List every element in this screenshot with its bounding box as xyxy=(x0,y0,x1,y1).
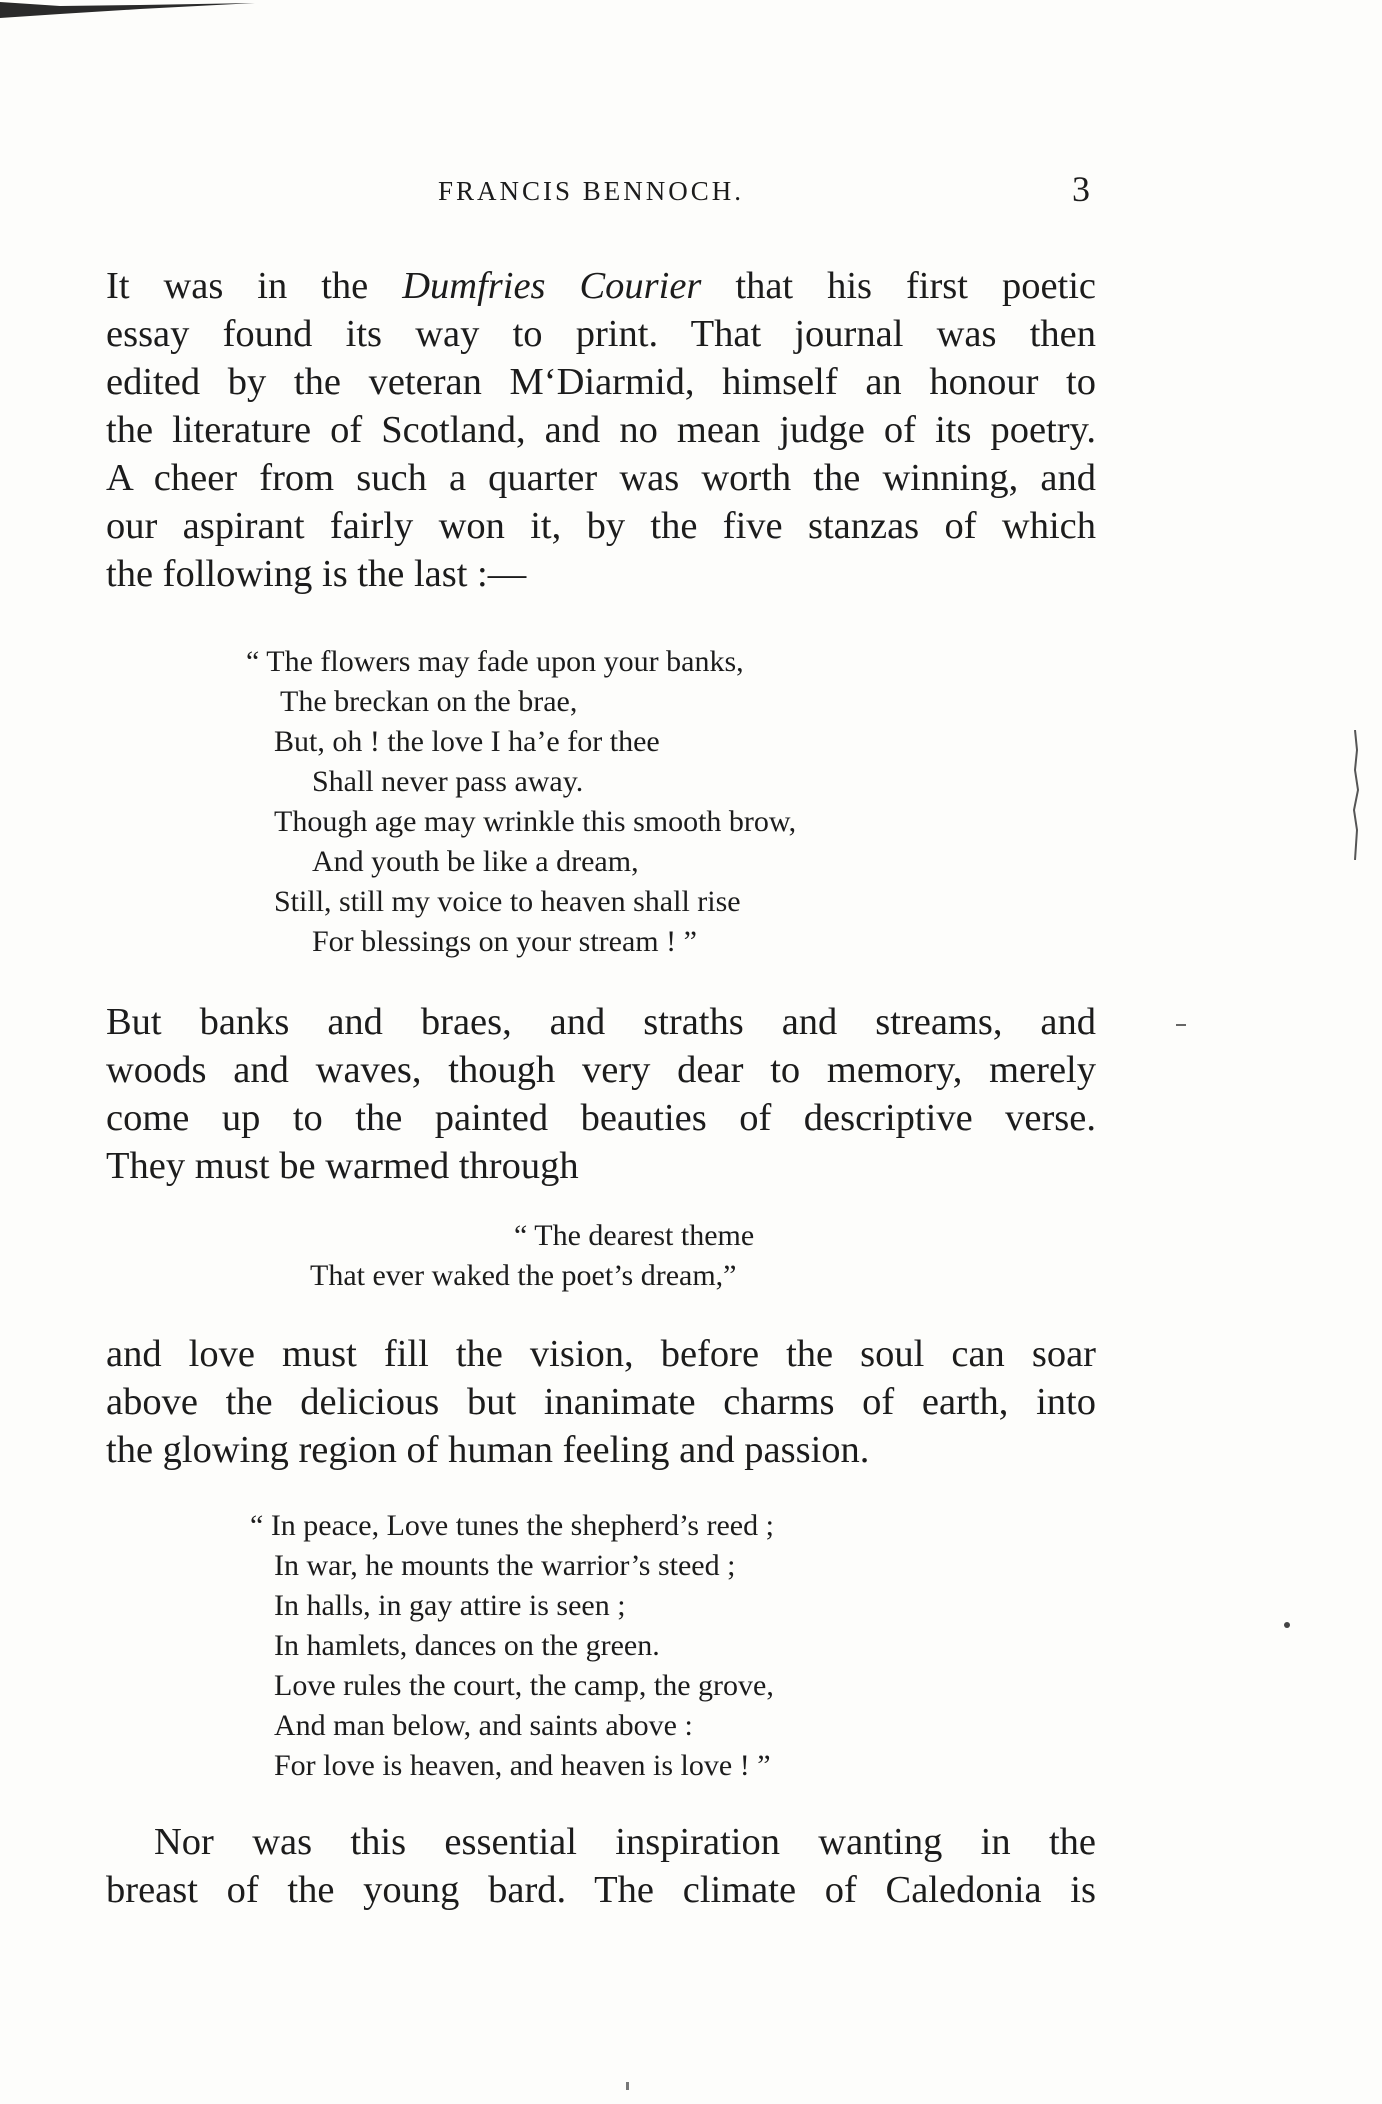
verse-line: Love rules the court, the camp, the grove, xyxy=(274,1669,774,1702)
paragraph-line: A cheer from such a quarter was worth the winning, and xyxy=(106,457,1096,499)
running-head: FRANCIS BENNOCH. xyxy=(438,176,745,206)
verse-line: In hamlets, dances on the green. xyxy=(274,1629,660,1662)
paragraph-line: essay found its way to print. That journal was then xyxy=(106,313,1096,355)
verse-line: For love is heaven, and heaven is love ! ” xyxy=(274,1749,771,1782)
verse-line: But, oh ! the love I ha’e for thee xyxy=(274,725,660,758)
paragraph-line: edited by the veteran M‘Diarmid, himself an honour to xyxy=(106,361,1096,403)
quote-line: “ The dearest theme xyxy=(514,1219,755,1252)
paragraph-line: woods and waves, though very dear to memory, merely xyxy=(106,1049,1096,1091)
paragraph-line: breast of the young bard. The climate of Caledonia is xyxy=(106,1869,1096,1911)
margin-scratch-mark xyxy=(1352,730,1360,860)
paragraph-line: and love must fill the vision, before the soul can soar xyxy=(106,1333,1096,1375)
paragraph-4 xyxy=(106,1818,1096,1914)
paragraph-line: above the delicious but inanimate charms of earth, into xyxy=(106,1381,1096,1423)
paragraph-line: Nor was this essential inspiration wanting in the xyxy=(154,1821,1096,1863)
scan-edge-mark xyxy=(0,0,260,22)
paragraph-line: the literature of Scotland, and no mean judge of its poetry. xyxy=(106,409,1096,451)
verse-line: In halls, in gay attire is seen ; xyxy=(274,1589,626,1622)
paragraph-line: our aspirant fairly won it, by the five stanzas of which xyxy=(106,505,1096,547)
paragraph-3 xyxy=(106,1330,1096,1474)
page-number: 3 xyxy=(1072,169,1090,209)
paragraph-line: It was in the Dumfries Courier that his first poetic xyxy=(106,265,1097,307)
paragraph-1 xyxy=(106,262,1096,598)
verse-line: And youth be like a dream, xyxy=(312,845,639,878)
ink-speck xyxy=(626,2082,629,2090)
verse-stanza-2 xyxy=(250,1506,774,1786)
paragraph-line: the glowing region of human feeling and passion. xyxy=(106,1429,870,1471)
verse-line: Though age may wrinkle this smooth brow, xyxy=(274,805,797,838)
ink-speck xyxy=(1284,1622,1290,1628)
ink-speck xyxy=(1176,1024,1186,1026)
paragraph-line: But banks and braes, and straths and streams, and xyxy=(106,1001,1096,1043)
verse-line: “ In peace, Love tunes the shepherd’s reed ; xyxy=(250,1509,774,1542)
verse-line: The breckan on the brae, xyxy=(280,685,578,718)
paragraph-2 xyxy=(106,998,1096,1190)
italic-title: Dumfries Courier xyxy=(402,265,702,307)
quoted-couplet xyxy=(310,1216,754,1296)
verse-line: And man below, and saints above : xyxy=(274,1709,693,1742)
quote-line: That ever waked the poet’s dream,” xyxy=(310,1259,737,1292)
verse-line: “ The flowers may fade upon your banks, xyxy=(246,645,744,678)
verse-line: Shall never pass away. xyxy=(312,765,584,798)
verse-stanza-1 xyxy=(246,642,796,962)
paragraph-line: come up to the painted beauties of descriptive verse. xyxy=(106,1097,1096,1139)
verse-line: In war, he mounts the warrior’s steed ; xyxy=(274,1549,736,1582)
paragraph-line: They must be warmed through xyxy=(106,1145,579,1187)
paragraph-line: the following is the last :— xyxy=(106,553,527,595)
verse-line: For blessings on your stream ! ” xyxy=(312,925,697,958)
verse-line: Still, still my voice to heaven shall rise xyxy=(274,885,741,918)
